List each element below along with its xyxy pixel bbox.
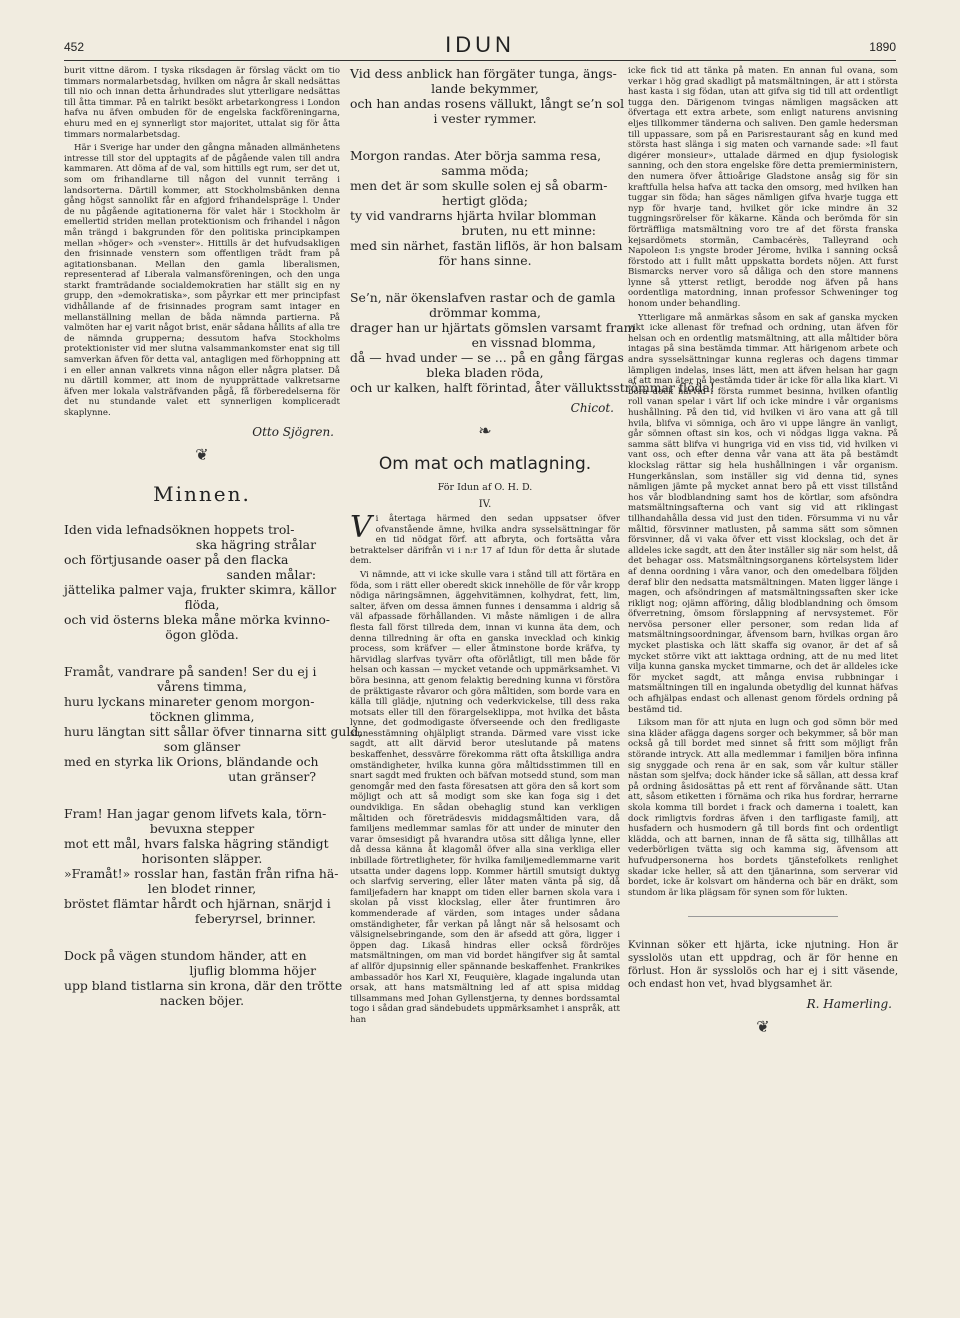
article-byline: För Idun af O. H. D.: [437, 482, 533, 493]
poem-line: med en styrka lik Orions, bländande och: [64, 753, 319, 769]
article-paragraph-5: Liksom man för att njuta en lugn och god sömn bör med sina kläder afägga dagens sorger och bekymmer, så bör man också gå till bordet med sinnet så fritt som möjligt från störande intryck. Att alla medlemmar i familjen böra infinna sig snyggade och rena är en sak, som vår kultur ställer nästan som sjelfva; dock händer icke så sällan, att dessa kraf på ordning åsidosättas på ett rent af förvånande sätt. Utan att, såsom etiketten i förnäma och rika hus fordrar, herrarne skola komma till bordet i frack och damerna i toalett, kan dock rimligtvis fordras äfven i den tarfligaste familj, att husfadern och husmodern gå till bords fint och ordentligt klädda, och att barnen, innan de få sätta sig, tillhållas att vederbörligen tvätta sig och kamma sig, äfvensom att hufvudpersonerna hos bordets tjänstefolkets renlighet skadar icke heller, så att den tjänarinna, som serverar vid bordet, icke är kolsvart om händerna och bär en dräkt, som stundom är lika plägsam för synen som för lukten.: [628, 718, 898, 898]
poem-line: bleka bladen röda,: [426, 365, 544, 380]
poem-line: utan gränser?: [228, 768, 316, 784]
article-paragraph-1-text: i återtaga härmed den sedan uppsatser öfver ofvanstående ämne, hvilka andra sysselsättningar för en tid nödgat förf. att afbryta, och fortsätta våra betraktelser därifrån vi i n:r 17 af Idun för detta år slutade dem.: [350, 514, 620, 567]
section-number: IV.: [478, 499, 492, 510]
poem-line: ögon glöda.: [165, 626, 239, 642]
quote-paragraph: Kvinnan söker ett hjärta, icke njutning. Hon är sysslolös utan ett uppdrag, och är för henne en förlust. Hon är sysslolös och har ej i sitt väsende, och endast hon vet, hvad blygsamhet är.: [628, 940, 898, 991]
stanza-gap: [64, 784, 340, 806]
poem-line: bröstet flämtar hårdt och hjärnan, snärjd i: [64, 895, 331, 911]
poem-line: hertigt glöda;: [442, 193, 528, 208]
column-left: [64, 66, 363, 1246]
poem-line: Iden vida lefnadsöknen hoppets trol-: [64, 521, 295, 537]
poem-line: horisonten släpper.: [141, 850, 263, 866]
poem-line: samma möda;: [441, 163, 529, 178]
politics-paragraph-2: Här i Sverige har under den gångna månaden allmänhetens intresse till stor del upptagits af de pågående valen till andra kammaren. Att döma af de val, som hittills egt rum, ser det ut, som om frihandlarne till någon del vunnit terräng i landsorterna. Därtill kommer, att Stockholmsbänken denna gång högst sannolikt får en afgjord frihandelspräge l. Under de nu pågående agitationerna för valet här i Stockholm är emellertid striden mellan protektionism och frihandel i någon mån trängd i bakgrunden för den politiska principkampen mellan »höger» och »venster». Hittills är det hufvudsakligen den frisinnade venstern som offentligen trädt fram på agitationsbanan. Mellan den gamla liberalismen, representerad af Liberala valmansföreningen, och den unga starkt framträdande socialdemokratien har ställt sig en ny grupp, den »demokratiska», som påyrkar ett mer principfast vidhållande af de frisinnades program samt intager en mellanställning mellan de båda nämnda partierna. På valmöten har ej varit något brist, enär sådana hållits af alla tre de nämnda grupperna; dessutom hafva Stockholms protektionister vid mer slutna valsammankomster enat sig till samverkan äfven för detta val, antagligen med förhoppning att i en eller annan valkrets vinna någon eller några platser. Då nu därtill kommer, att inom de nyupprättade valkretsarne äfven mer lokala valsträfvanden pågå, få förberedelserna för det nu stundande valet ett synnerligen kompliceradt skaplynne.: [64, 143, 340, 418]
poem-continuation: [350, 66, 715, 395]
poem-line: lande bekymmer,: [431, 81, 539, 96]
poem-line: ty vid vandrarns hjärta hvilar blomman: [350, 208, 597, 223]
poem-line: huru längtan sitt sållar öfver tinnarna sitt guld,: [64, 723, 363, 739]
poem-line: men det är som skulle solen ej så obarm-: [350, 178, 608, 193]
poem-line: len blodet rinner,: [147, 880, 257, 896]
poem-line: töcknen glimma,: [149, 708, 255, 724]
quote-signature: R. Hamerling.: [806, 997, 892, 1012]
poem-line: drager han ur hjärtats gömslen varsamt fram: [350, 320, 636, 335]
poem-signature: Chicot.: [570, 401, 614, 415]
poem-line: och vid österns bleka måne mörka kvinno-: [64, 611, 330, 627]
article-paragraph-4: Ytterligare må anmärkas såsom en sak af ganska mycken vikt icke allenast för trefnad och ordning, utan äfven för helsan och en ordentlig matsmältning, att alla måltider böra intagas på sina bestämda timmar. Att härigenom arbete och andra sysselsättningar kunna regleras och dagens timmar lämpligen indelas, inses lätt, men att äfven helsan har gagn af att man äter på bestämda tider är icke för alla lika klart. Vi böra dock härvid i första rummet besinna, hvilken ofantlig roll vanan spelar i värt lif och icke mindre i vår organisms hushållning. På den tid, vid hvilken vi äro vana att gå till hvila, blifva vi sömniga, och äro vi uppe längre än vanligt, går sömnen oftast sin kos, och vi nödgas ligga vakna. På samma sätt blifva vi hungriga vid en viss tid, vid hvilken vi vant oss, och efter denna vår vana att äta på bestämdt klockslag rättar sig hela hushållningen i vår organism. Hungerkänslan, som inställer sig vid denna tid, synes nämligen jämte på mycket annat bero på ett visst tillstånd hos vår blodblandning samt hos de körtlar, som afsöndra matsmältningsafterna och vant sig vid att riklingast tillhandahålla dessa vid just den tiden. Försumma vi nu vår måltid, försvinner matlusten, på samma sätt som sömnen försvinner, då vi vaka öfver ett visst klockslag, och det är alldeles icke sagdt, att den åter inställer sig när som helst, då det behagar oss. Matsmältningsorganens körtelsystem lider af denna oordning i våra vanor, och den omedelbara följden deraf blir den nedsatta matsmältningen. Maten ligger länge i magen, och afsöndringen af matsmältningssaften sker icke rikligt nog; ojämn afföring, dålig blodblandning och ömsom öfverretning, ömsom förslappning af nervsystemet. För nervösa personer eller personer, som redan lida af matsmältningsoordningar, äfvensom barn, hvilkas organ äro mycket plastiska och lätt skaffa sig ovanor, är det af så mycket större vikt att iakttaga ordning, att de nu med litet vilja kunna ganska mycket timmarne, och det är alldeles icke för mycket sagdt, att många envisa rubbningar i matsmältningen till en ingalunda obetydlig del kunnat häfvas och afhjälpas endast och allenast genom fördels ordning på bestämd tid.: [628, 312, 898, 715]
article-title: Om mat och matlagning.: [378, 454, 592, 474]
article-paragraph-1: [350, 510, 620, 567]
divider: [688, 916, 838, 917]
column-middle: [350, 66, 715, 1246]
poem-line: drömmar komma,: [429, 305, 541, 320]
poem-line: bevuxna stepper: [149, 820, 255, 836]
poem-line: »Framåt!» rosslar han, fastän från rifna hä-: [64, 865, 339, 881]
poem-line: sanden målar:: [226, 566, 316, 582]
poem-line: Framåt, vandrare på sanden! Ser du ej i: [64, 663, 317, 679]
poem-line: Morgon randas. Ater börja samma resa,: [350, 148, 602, 163]
stanza-gap: [350, 126, 620, 148]
ornament-icon: ❧: [478, 421, 492, 440]
ornament-icon: ❦: [756, 1017, 770, 1037]
poem-line: bruten, nu ett minne:: [461, 223, 596, 238]
poem-line: och han andas rosens vällukt, långt se’n sol: [350, 96, 625, 111]
poem-line: ljuflig blomma höjer: [189, 962, 316, 978]
poem-line: jättelika palmer vaja, frukter skimra, källor: [64, 581, 337, 597]
politics-paragraph-1: burit vittne därom. I tyska riksdagen är förslag väckt om tio timmars normalarbetsdag, hvilken om några år skall nedsättas till nio och innan detta århundrades slut ytterligare nedsättas till åtta timmar. På en talrikt besökt arbetarkongress i London hafva nu äfven ombuden för de engelska fackföreningarna, ehuru med en ej synnerligt stor majoritet, uttalat sig för åtta timmars normalarbetsdag.: [64, 66, 340, 140]
page-header: [64, 32, 896, 61]
poem-title: Minnen.: [153, 481, 251, 506]
stanza-gap: [64, 642, 340, 664]
poem-line: en vissnad blomma,: [471, 335, 596, 350]
poem-line: Dock på vägen stundom händer, att en: [64, 947, 307, 963]
poem-line: i vester rymmer.: [433, 111, 537, 126]
column-right: [628, 66, 898, 1246]
poem-line: som glänser: [163, 738, 241, 754]
ornament-icon: ❦: [195, 444, 209, 464]
poem-body: [64, 521, 363, 1008]
page-number: 452: [64, 40, 85, 54]
poem-line: och förtjusande oaser på den flacka: [64, 551, 289, 567]
masthead-title: IDUN: [445, 32, 515, 57]
poem-line: ska hägring strålar: [195, 536, 316, 552]
article-paragraph-2: Vi nämnde, att vi icke skulle vara i stånd till att förtära en föda, som i rätt eller oberedt skick innehölle de för vår kropp nödiga näringsämnen, äggehvitämnen, kolhydrat, fett, lim, salter, äfven om dessa ämnen funnes i densamma i aldrig så väl afpassade förhållanden. Vi måste nämligen i de allra flesta fall först tillreda dem, innan vi kunna äta dem, och denna tillredning är ofta en ganska invecklad och kinkig process, som kräfver — eller åtminstone borde kräfva, ty härvidlag slarfvas tyvärr ofta oförlåtligt, till men både för helsan och kassan — mycket vetande och uppmärksamhet. Vi böra besinna, att genom felaktig beredning kunna vi förstöra de präktigaste råvaror och göra måltiden, som borde vara en källa till glädje, njutning och vederkvickelse, till dess raka motsats eller till den förargelseklippa, mot hvilka det båsta lynne, det godmodigaste öfverseende och den fredligaste sinnesstämning ohjälpligt stranda. Därmed vare visst icke sagdt, att allt därvid beror uteslutande på matens beskaffenhet, dessvärre förekomma rätt ofta åtskilliga andra omständigheter, hvilka kunna göra måltidsstimmen till en snart sagdt med frukten och bäfvan motsedd stund, som man genomgår med den fasta föresatsen att göra den så kort som möjligt och att så modigt som ske kan foga sig i det oundvikliga. En sådan obehaglig stund kan verkligen måltiden och företrädesvis middagsmåltiden vara, då familjens medlemmar samlas för att under de minuter den varar ömsesidigt på hvarandra utösa sitt dåliga lynne, eller då dessa känna åt klagomål öfver alla sina verkliga eller inbillade förtretligheter, för hvilka familjemedlemmarne varit utsatta under dagens lopp. Kommer härtill smutsigt duktyg och slarfvig servering, eller låter maten vänta på sig, då familjefadern har knappt om tiden eller barnen skola vara i skolan på visst klockslag, eller åter fruntimren äro kommenderade af värden, som intages under sådana omständigheter, får verkan på långt när så helsosamt och välsignelsebringande, som den är afsedd att göra, ligger i öppen dag. Likaså hindras eller också fördröjes matsmältningen, om man vid bordet hängifver sig åt samtal af allför djupsinnig eller spännande beskaffenhet. Frankrikes ambassadör hos Karl XI, Feuquière, klagade ingalunda utan orsak, att hans matsmältning led af att spisa middag tillsammans med Johan Gyllenstjerna, ty dennes bordssamtal togo i sådan grad sändebudets uppmärksamhet i anspråk, att han: [350, 569, 620, 1025]
poem-line: mot ett mål, hvars falska hägring ständigt: [64, 835, 329, 851]
poem-line: då — hvad under — se ... på en gång färgas: [350, 350, 624, 365]
poem-line: huru lyckans minareter genom morgon-: [64, 693, 315, 709]
poem-line: och ur kalken, halft förintad, åter välluktsströmmar flöda!: [350, 380, 715, 395]
author-signature: Otto Sjögren.: [252, 424, 334, 439]
stanza-gap: [64, 926, 340, 948]
poem-line: för hans sinne.: [438, 253, 532, 268]
poem-line: nacken böjer.: [159, 992, 245, 1008]
issue-year: 1890: [869, 40, 896, 54]
poem-line: Se’n, när ökenslafven rastar och de gamla: [350, 290, 616, 305]
poem-line: med sin närhet, fastän liflös, är hon balsam: [350, 238, 623, 253]
article-paragraph-3: icke fick tid att tänka på maten. En annan ful ovana, som verkar i hög grad skadligt på matsmältningen, är att i största hast kasta i sig födan, utan att gifva sig tid till att ordentligt tugga den. Därigenom tvingas nämligen magsäcken att öfvertaga ett extra arbete, som enligt naturens anvisning eljes tillkommer tänderna och saliven. Den gamle hedersman till uppassare, som på en Parisrestaurant såg en kund med största hast slänga i sig maten och varnande sade: »Il faut digérer monsieur», uttalade därmed en djup fysiologisk sanning, och den stora engelske före detta premierministern, den numera öfver åttioårige Gladstone ansåg sig för sin kraftfulla helsa hafva att tacka den omsorg, med hvilken han tuggar sin föda; han säges nämligen gifva hvarje tugga ett nyp för hvarje tand, hvilket gör icke mindre än 32 tuggningsrörelser för käkarne. Kända och berömda för sin förträffliga matsmältning voro tre af det första franska kejsardömets stormän, Cambacérès, Talleyrand och Napoleon I:s yngste broder Jérome, hvilka i sanning också förstodo att i fullt mått uppskatta bordets nöjen. Att furst Bismarcks nerver voro så dåliga och den store mannens lynne så ytterst retligt, berodde nog äfven på hans oordentliga matordning, innan professor Schweninger tog honom under behandling.: [628, 66, 898, 310]
poem-line: flöda,: [184, 596, 220, 612]
stanza-gap: [350, 268, 620, 290]
poem-line: Fram! Han jagar genom lifvets kala, törn-: [64, 805, 327, 821]
poem-line: vårens timma,: [157, 678, 247, 694]
poem-line: feberyrsel, brinner.: [194, 910, 316, 926]
poem-line: Vid dess anblick han förgäter tunga, ängs-: [350, 66, 617, 81]
drop-cap: V: [350, 510, 372, 545]
poem-line: upp bland tistlarna sin krona, där den trötte: [64, 977, 343, 993]
